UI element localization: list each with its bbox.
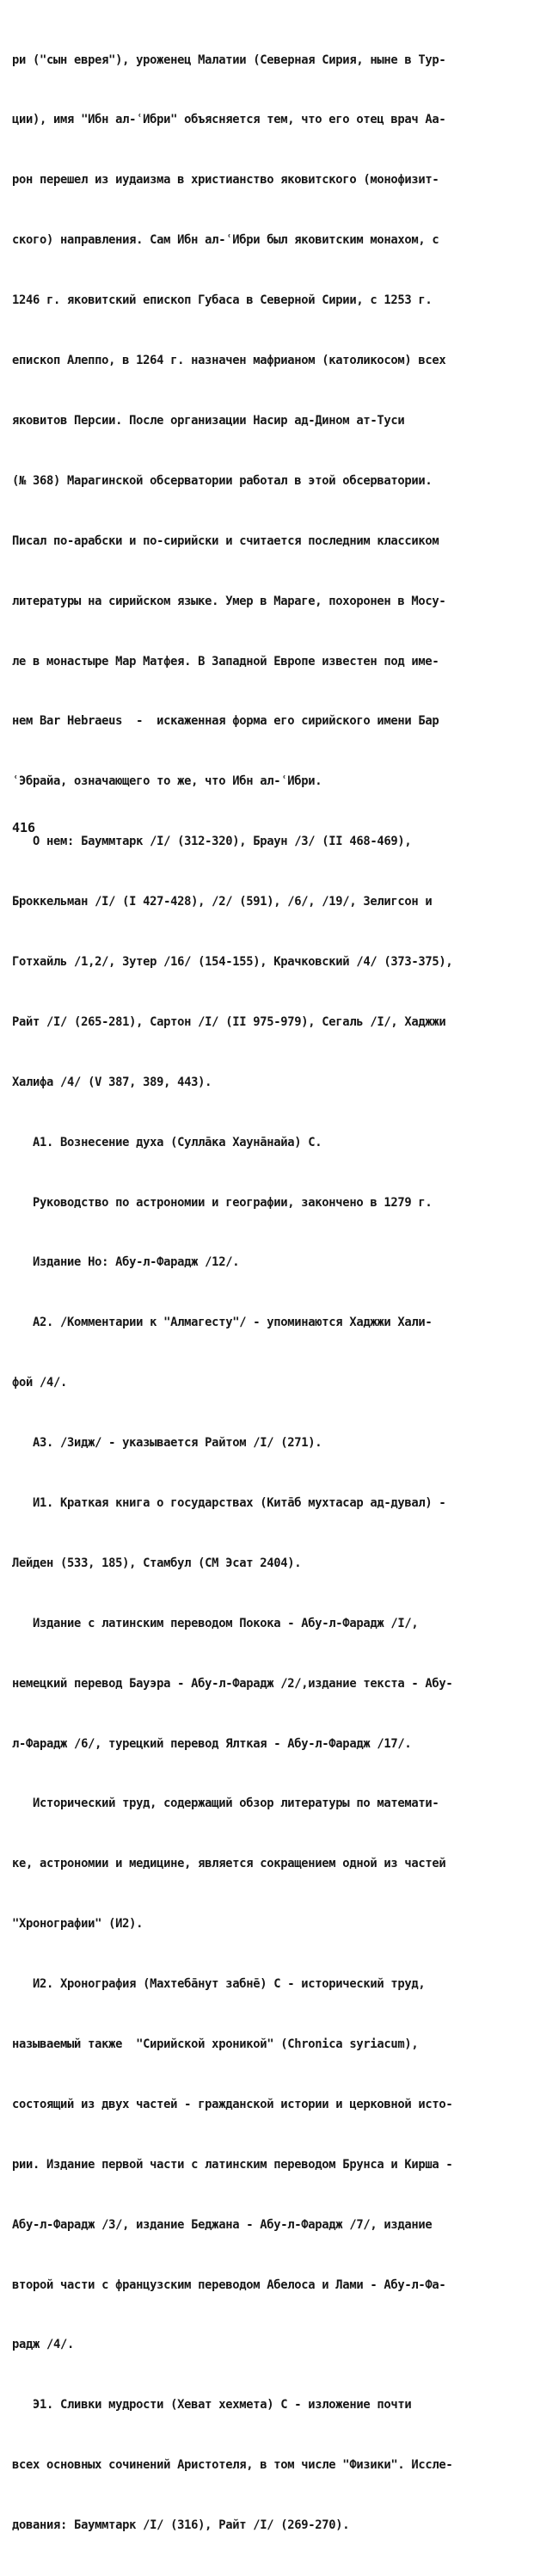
text-line: Издание с латинским переводом Покока - Абу-л-Фарадж /I/, bbox=[12, 1616, 419, 1630]
text-line: ции), имя "Ибн ал-ʿИбри" объясняется тем, что его отец врач Аа- bbox=[12, 113, 446, 127]
text-line: называемый также "Сирийской хроникой" (Chronica syriacum), bbox=[12, 2037, 419, 2051]
text-line: Броккельман /I/ (I 427-428), /2/ (591), /6/, /19/, Зелигсон и bbox=[12, 895, 433, 909]
text-line: Э1. Сливки мудрости (Хеват хехмета) С - изложение почти bbox=[12, 2398, 412, 2413]
text-line: рии. Издание первой части с латинским переводом Брунса и Кирша - bbox=[12, 2157, 453, 2172]
text-line: Халифа /4/ (V 387, 389, 443). bbox=[12, 1075, 212, 1089]
text-line: И1. Краткая книга о государствах (Кита̄б мухтасар ад-дувал) - bbox=[12, 1495, 446, 1510]
text-line: Исторический труд, содержащий обзор литературы по математи- bbox=[12, 1796, 439, 1811]
text-line: А3. /Зидж/ - указывается Райтом /I/ (271). bbox=[12, 1436, 322, 1451]
text-line: Абу-л-Фарадж /3/, издание Беджана - Абу-л-Фарадж /7/, издание bbox=[12, 2217, 433, 2232]
body-text bbox=[12, 10, 528, 2576]
text-line: состоящий из двух частей - гражданской истории и церковной исто- bbox=[12, 2097, 453, 2111]
text-line: рон перешел из иудаизма в христианство яковитского (монофизит- bbox=[12, 173, 439, 188]
text-line: дования: Бауммтарк /I/ (316), Райт /I/ (269-270). bbox=[12, 2518, 350, 2533]
text-line: А2. /Комментарии к "Алмагесту"/ - упоминаются Хаджжи Хали- bbox=[12, 1316, 433, 1330]
text-line: ле в монастыре Мар Матфея. В Западной Европе известен под име- bbox=[12, 654, 439, 669]
text-line: л-Фарадж /6/, турецкий перевод Ялткая - Абу-л-Фарадж /17/. bbox=[12, 1736, 412, 1751]
text-line: Райт /I/ (265-281), Сартон /I/ (II 975-979), Сегаль /I/, Хаджжи bbox=[12, 1014, 446, 1029]
text-line: Готхайль /1,2/, Зутер /16/ (154-155), Крачковский /4/ (373-375), bbox=[12, 954, 453, 969]
text-line: второй части с французским переводом Абелоса и Лами - Абу-л-Фа- bbox=[12, 2277, 446, 2292]
text-line: Издание Но: Абу-л-Фарадж /12/. bbox=[12, 1255, 240, 1270]
text-line: Лейден (533, 185), Стамбул (СМ Эсат 2404). bbox=[12, 1556, 302, 1570]
page-number: 416 bbox=[12, 820, 36, 835]
text-line: нем Bar Hebraeus - искаженная форма его сирийского имени Бар bbox=[12, 714, 439, 729]
text-line: всех основных сочинений Аристотеля, в том числе "Физики". Иссле- bbox=[12, 2458, 453, 2473]
text-line: И2. Хронография (Махтеба̄нут забне̄) С - исторический труд, bbox=[12, 1977, 426, 1992]
text-line: яковитов Персии. После организации Насир ад-Дином ат-Туси bbox=[12, 413, 405, 428]
text-line: ке, астрономии и медицине, является сокращением одной из частей bbox=[12, 1857, 446, 1871]
text-line: A1. Вознесение духа (Сулла̄ка Хауна̄найа) С. bbox=[12, 1135, 322, 1149]
text-line: радж /4/. bbox=[12, 2338, 75, 2352]
text-line: фой /4/. bbox=[12, 1376, 68, 1390]
text-line: ри ("сын еврея"), уроженец Малатии (Северная Сирия, ныне в Тур- bbox=[12, 52, 446, 67]
text-line: Руководство по астрономии и географии, закончено в 1279 г. bbox=[12, 1195, 433, 1210]
text-line: О нем: Бауммтарк /I/ (312-320), Браун /3/ (II 468-469), bbox=[12, 835, 412, 849]
text-line: (№ 368) Марагинской обсерватории работал в этой обсерватории. bbox=[12, 473, 433, 488]
text-line: литературы на сирийском языке. Умер в Мараге, похоронен в Мосу- bbox=[12, 594, 446, 608]
text-line: "Хронографии" (И2). bbox=[12, 1917, 144, 1932]
text-line: ского) направления. Сам Ибн ал-ʿИбри был яковитским монахом, с bbox=[12, 233, 439, 248]
text-line: епископ Алеппо, в 1264 г. назначен мафрианом (католикосом) всех bbox=[12, 354, 446, 368]
text-line: немецкий перевод Бауэра - Абу-л-Фарадж /2/,издание текста - Абу- bbox=[12, 1676, 453, 1691]
text-line: Писал по-арабски и по-сирийски и считается последним классиком bbox=[12, 533, 439, 548]
text-line: ʿЭбрайа, означающего то же, что Ибн ал-ʿИбри. bbox=[12, 774, 322, 789]
text-line: 1246 г. яковитский епископ Губаса в Северной Сирии, с 1253 г. bbox=[12, 293, 433, 308]
